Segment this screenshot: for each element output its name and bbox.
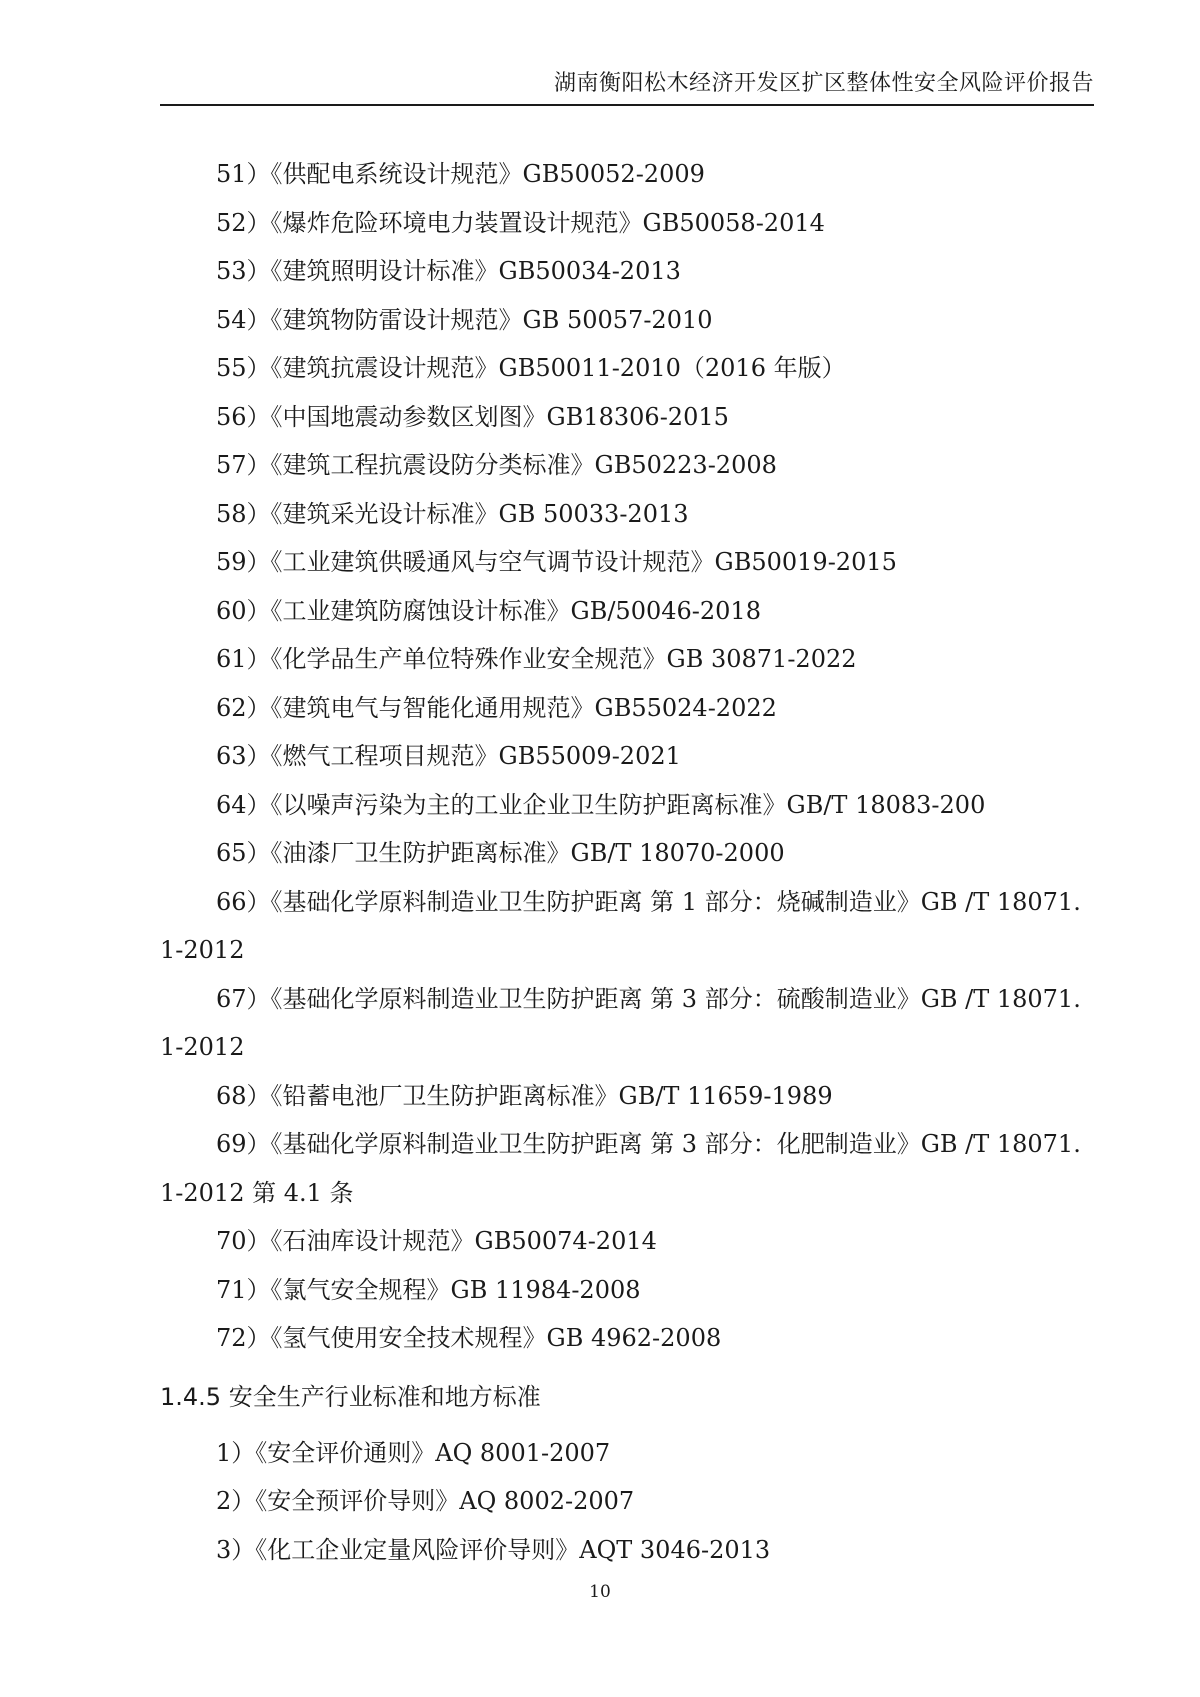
section-title: 安全生产行业标准和地方标准 [228, 1382, 541, 1411]
list-item: 55）《建筑抗震设计规范》GB50011-2010（2016 年版） [216, 354, 846, 382]
list-item: 54）《建筑物防雷设计规范》GB 50057-2010 [216, 305, 713, 334]
list-item: 57）《建筑工程抗震设防分类标准》GB50223-2008 [216, 451, 777, 479]
page-header-title: 湖南衡阳松木经济开发区扩区整体性安全风险评价报告 [553, 71, 1094, 96]
section-heading [160, 1373, 1094, 1421]
list-item: 59）《工业建筑供暖通风与空气调节设计规范》GB50019-2015 [216, 548, 897, 576]
list-item: 53）《建筑照明设计标准》GB50034-2013 [216, 257, 681, 285]
list-item: 68）《铅蓄电池厂卫生防护距离标准》GB/T 11659-1989 [216, 1081, 833, 1110]
list-item: 69）《基础化学原料制造业卫生防护距离 第 3 部分：化肥制造业》GB /T 18071.1-2012 第 4.1 条 [160, 1130, 1081, 1207]
list-item: 63）《燃气工程项目规范》GB55009-2021 [216, 742, 681, 770]
list-item: 52）《爆炸危险环境电力装置设计规范》GB50058-2014 [216, 208, 825, 237]
list-item: 1）《安全评价通则》AQ 8001-2007 [216, 1438, 611, 1467]
list-item: 66）《基础化学原料制造业卫生防护距离 第 1 部分：烧碱制造业》GB /T 18071.1-2012 [160, 887, 1081, 964]
list-item: 3）《化工企业定量风险评价导则》AQT 3046-2013 [216, 1535, 771, 1564]
header-divider [160, 104, 1094, 106]
list-item: 60）《工业建筑防腐蚀设计标准》GB/50046-2018 [216, 596, 761, 625]
page-number: 10 [589, 1582, 611, 1602]
list-item: 51）《供配电系统设计规范》GB50052-2009 [216, 160, 705, 188]
list-item: 2）《安全预评价导则》AQ 8002-2007 [216, 1487, 635, 1515]
list-item: 56）《中国地震动参数区划图》GB18306-2015 [216, 402, 729, 431]
list-item: 65）《油漆厂卫生防护距离标准》GB/T 18070-2000 [216, 839, 785, 867]
list-item: 61）《化学品生产单位特殊作业安全规范》GB 30871-2022 [216, 645, 857, 673]
list-item: 71）《氯气安全规程》GB 11984-2008 [216, 1275, 641, 1304]
list-item: 62）《建筑电气与智能化通用规范》GB55024-2022 [216, 693, 777, 722]
list-item: 64）《以噪声污染为主的工业企业卫生防护距离标准》GB/T 18083-200 [216, 790, 986, 819]
list-item: 67）《基础化学原料制造业卫生防护距离 第 3 部分：硫酸制造业》GB /T 18071.1-2012 [160, 984, 1081, 1061]
document-body [160, 150, 1094, 1574]
list-item: 58）《建筑采光设计标准》GB 50033-2013 [216, 499, 689, 528]
list-item: 70）《石油库设计规范》GB50074-2014 [216, 1227, 657, 1255]
section-number: 1.4.5 [160, 1382, 222, 1411]
list-item: 72）《氢气使用安全技术规程》GB 4962-2008 [216, 1324, 722, 1352]
